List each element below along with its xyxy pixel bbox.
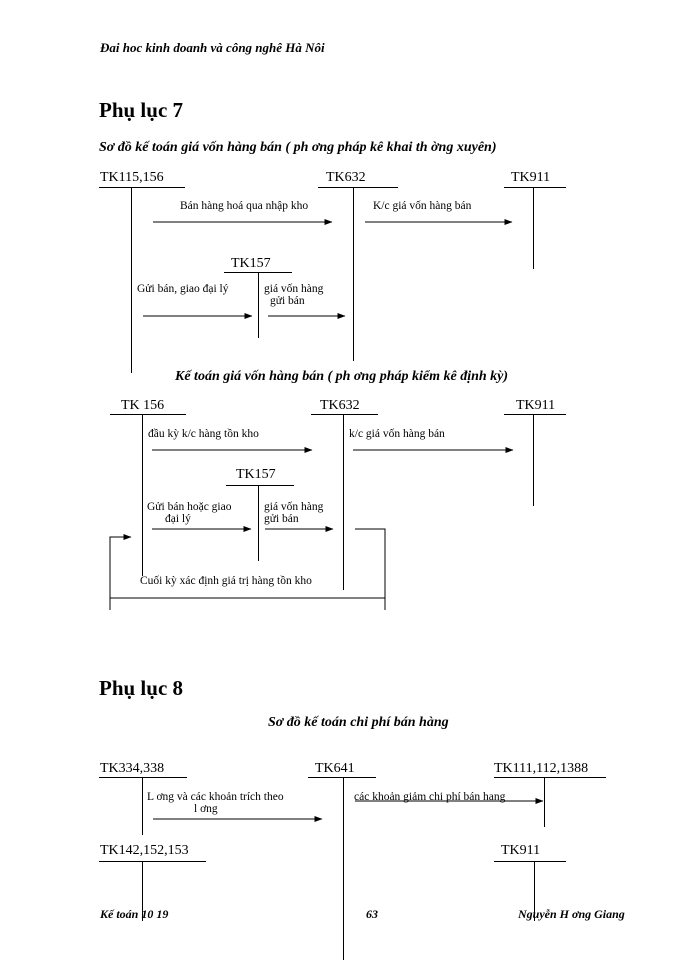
d1-label-cost-line1: giá vốn hàng: [264, 283, 324, 295]
footer-page-number: 63: [366, 907, 378, 921]
a8-label-reduce: các khoản giảm chi phí bán hang: [354, 791, 506, 803]
footer-right: Nguyễn H ơng Giang: [518, 907, 625, 921]
d2-loop-left: [110, 537, 131, 610]
d2-label-opening: đầu kỳ k/c hàng tồn kho: [148, 428, 259, 440]
d2-label-consign-line2: đại lý: [165, 513, 191, 525]
d2-account-tk156: TK 156: [121, 398, 165, 413]
a8-account-tk142-152-153: TK142,152,153: [100, 843, 189, 858]
diagram1-subtitle: Sơ đồ kế toán giá vốn hàng bán ( ph ơng pháp kê khai th ờng xuyên): [99, 140, 497, 155]
a8-account-tk111-112-1388: TK111,112,1388: [494, 761, 589, 776]
d2-label-transfer: k/c giá vốn hàng bán: [349, 428, 445, 440]
d1-account-tk115-156: TK115,156: [100, 170, 164, 185]
d1-label-consign: Gửi bán, giao đại lý: [137, 283, 229, 295]
a8-label-wages-line2: l ơng: [194, 803, 218, 815]
d1-account-tk911: TK911: [511, 170, 551, 185]
a8-account-tk911: TK911: [501, 843, 541, 858]
d2-label-consign-line1: Gửi bán hoặc giao: [147, 501, 232, 513]
appendix-8-title: Phụ lục 8: [99, 676, 184, 700]
footer-left: Kế toán 10 19: [100, 907, 169, 921]
a8-account-tk334-338: TK334,338: [100, 761, 165, 776]
d2-label-cost-line1: giá vốn hàng: [264, 501, 324, 513]
d2-label-closing: Cuối kỳ xác định giá trị hàng tồn kho: [140, 575, 312, 587]
appendix-7-title: Phụ lục 7: [99, 98, 184, 122]
a8-label-wages-line1: L ơng và các khoản trích theo: [147, 791, 284, 803]
a8-account-tk641: TK641: [315, 761, 355, 776]
d1-account-tk632: TK632: [326, 170, 366, 185]
d2-account-tk911: TK911: [516, 398, 556, 413]
d2-label-cost-line2: gửi bán: [264, 513, 299, 525]
school-header: Đai hoc kinh doanh và công nghê Hà Nôi: [100, 40, 325, 55]
d1-account-tk157: TK157: [231, 256, 271, 271]
d2-account-tk157: TK157: [236, 467, 276, 482]
d1-label-purchase: Bán hàng hoá qua nhập kho: [180, 200, 309, 212]
d2-account-tk632: TK632: [320, 398, 360, 413]
appendix-8-subtitle: Sơ đồ kế toán chi phí bán hàng: [268, 715, 449, 730]
diagram2-subtitle: Kế toán giá vốn hàng bán ( ph ơng pháp kiểm kê định kỳ): [175, 369, 509, 384]
d1-label-cost-line2: gửi bán: [270, 295, 305, 307]
d1-label-transfer: K/c giá vốn hàng bán: [373, 200, 472, 212]
